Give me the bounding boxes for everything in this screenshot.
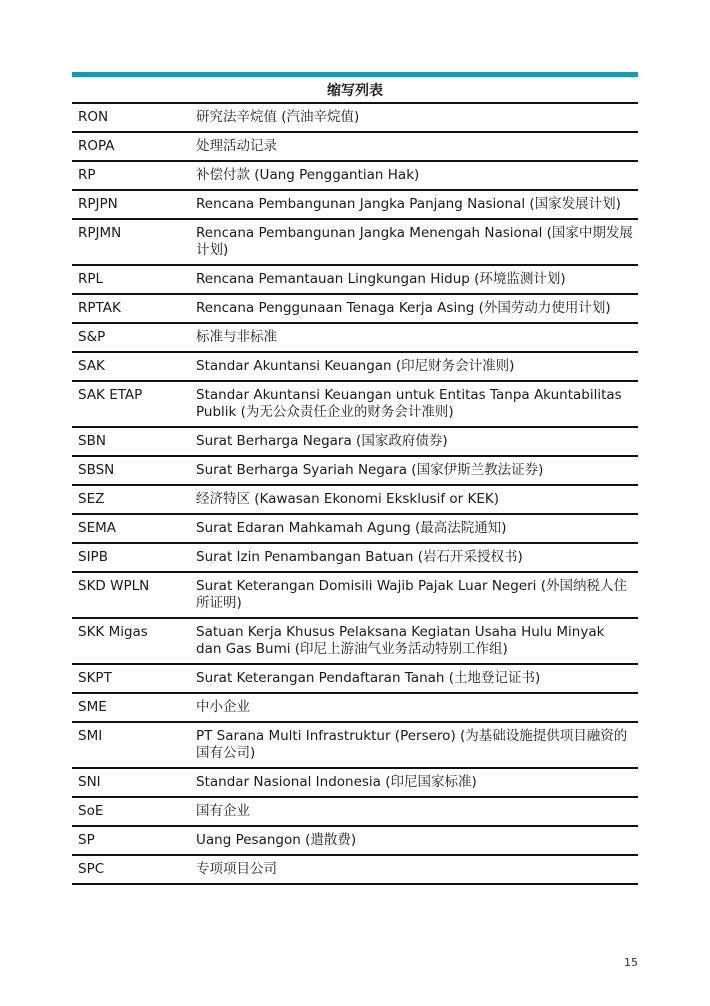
definition-cell: Standar Akuntansi Keuangan (印尼财务会计准则): [196, 352, 638, 381]
definition-cell: Surat Berharga Syariah Negara (国家伊斯兰教法证券): [196, 456, 638, 485]
table-row: [72, 826, 638, 855]
abbreviation-table: [72, 72, 638, 885]
table-row: [72, 456, 638, 485]
definition-cell: 补偿付款 (Uang Penggantian Hak): [196, 161, 638, 190]
definition-cell: Surat Edaran Mahkamah Agung (最高法院通知): [196, 514, 638, 543]
table-row: [72, 219, 638, 265]
table-row: [72, 161, 638, 190]
abbreviation-cell: SBSN: [72, 456, 196, 485]
table-row: [72, 722, 638, 768]
abbreviation-cell: SoE: [72, 797, 196, 826]
definition-cell: 中小企业: [196, 693, 638, 722]
abbreviation-cell: SPC: [72, 855, 196, 884]
table-row: [72, 427, 638, 456]
abbreviation-cell: RPJPN: [72, 190, 196, 219]
definition-cell: Surat Berharga Negara (国家政府债券): [196, 427, 638, 456]
definition-cell: Rencana Penggunaan Tenaga Kerja Asing (外国劳动力使用计划): [196, 294, 638, 323]
table-title: 缩写列表: [72, 75, 638, 104]
table-row: [72, 797, 638, 826]
definition-cell: 专项项目公司: [196, 855, 638, 884]
definition-cell: 研究法辛烷值 (汽油辛烷值): [196, 103, 638, 132]
abbreviation-cell: SIPB: [72, 543, 196, 572]
table-row: [72, 381, 638, 427]
table-row: [72, 294, 638, 323]
table-header-row: [72, 75, 638, 104]
abbreviation-cell: SAK: [72, 352, 196, 381]
definition-cell: 国有企业: [196, 797, 638, 826]
abbreviation-cell: RP: [72, 161, 196, 190]
table-row: [72, 132, 638, 161]
table-row: [72, 103, 638, 132]
page-number: 15: [624, 956, 638, 969]
abbreviation-cell: SEZ: [72, 485, 196, 514]
table-row: [72, 352, 638, 381]
abbreviation-cell: SEMA: [72, 514, 196, 543]
definition-cell: Surat Keterangan Domisili Wajib Pajak Luar Negeri (外国纳税人住所证明): [196, 572, 638, 618]
definition-cell: PT Sarana Multi Infrastruktur (Persero) (为基础设施提供项目融资的国有公司): [196, 722, 638, 768]
definition-cell: Satuan Kerja Khusus Pelaksana Kegiatan Usaha Hulu Minyak dan Gas Bumi (印尼上游油气业务活动特别工作组): [196, 618, 638, 664]
table-row: [72, 323, 638, 352]
table-row: [72, 190, 638, 219]
table-row: [72, 514, 638, 543]
definition-cell: Standar Akuntansi Keuangan untuk Entitas Tanpa Akuntabilitas Publik (为无公众责任企业的财务会计准则): [196, 381, 638, 427]
definition-cell: Rencana Pemantauan Lingkungan Hidup (环境监测计划): [196, 265, 638, 294]
abbreviation-cell: SNI: [72, 768, 196, 797]
table-row: [72, 572, 638, 618]
abbreviation-cell: SKK Migas: [72, 618, 196, 664]
abbreviation-cell: SKPT: [72, 664, 196, 693]
table-row: [72, 265, 638, 294]
abbreviation-cell: SME: [72, 693, 196, 722]
table-row: [72, 855, 638, 884]
definition-cell: Surat Izin Penambangan Batuan (岩石开采授权书): [196, 543, 638, 572]
abbreviation-cell: SMI: [72, 722, 196, 768]
table-row: [72, 543, 638, 572]
table-row: [72, 768, 638, 797]
definition-cell: 经济特区 (Kawasan Ekonomi Eksklusif or KEK): [196, 485, 638, 514]
abbreviation-cell: ROPA: [72, 132, 196, 161]
table-body: [72, 103, 638, 884]
abbreviation-cell: S&P: [72, 323, 196, 352]
abbreviation-cell: SKD WPLN: [72, 572, 196, 618]
table-row: [72, 693, 638, 722]
abbreviation-cell: RPJMN: [72, 219, 196, 265]
definition-cell: 标准与非标准: [196, 323, 638, 352]
abbreviation-cell: RPL: [72, 265, 196, 294]
definition-cell: Standar Nasional Indonesia (印尼国家标准): [196, 768, 638, 797]
definition-cell: Uang Pesangon (遣散费): [196, 826, 638, 855]
definition-cell: Surat Keterangan Pendaftaran Tanah (土地登记证书): [196, 664, 638, 693]
definition-cell: Rencana Pembangunan Jangka Menengah Nasional (国家中期发展计划): [196, 219, 638, 265]
abbreviation-cell: RPTAK: [72, 294, 196, 323]
definition-cell: Rencana Pembangunan Jangka Panjang Nasional (国家发展计划): [196, 190, 638, 219]
table-row: [72, 664, 638, 693]
table-row: [72, 618, 638, 664]
abbreviation-cell: SBN: [72, 427, 196, 456]
definition-cell: 处理活动记录: [196, 132, 638, 161]
abbreviation-cell: SP: [72, 826, 196, 855]
abbreviation-cell: SAK ETAP: [72, 381, 196, 427]
abbreviation-cell: RON: [72, 103, 196, 132]
table-row: [72, 485, 638, 514]
